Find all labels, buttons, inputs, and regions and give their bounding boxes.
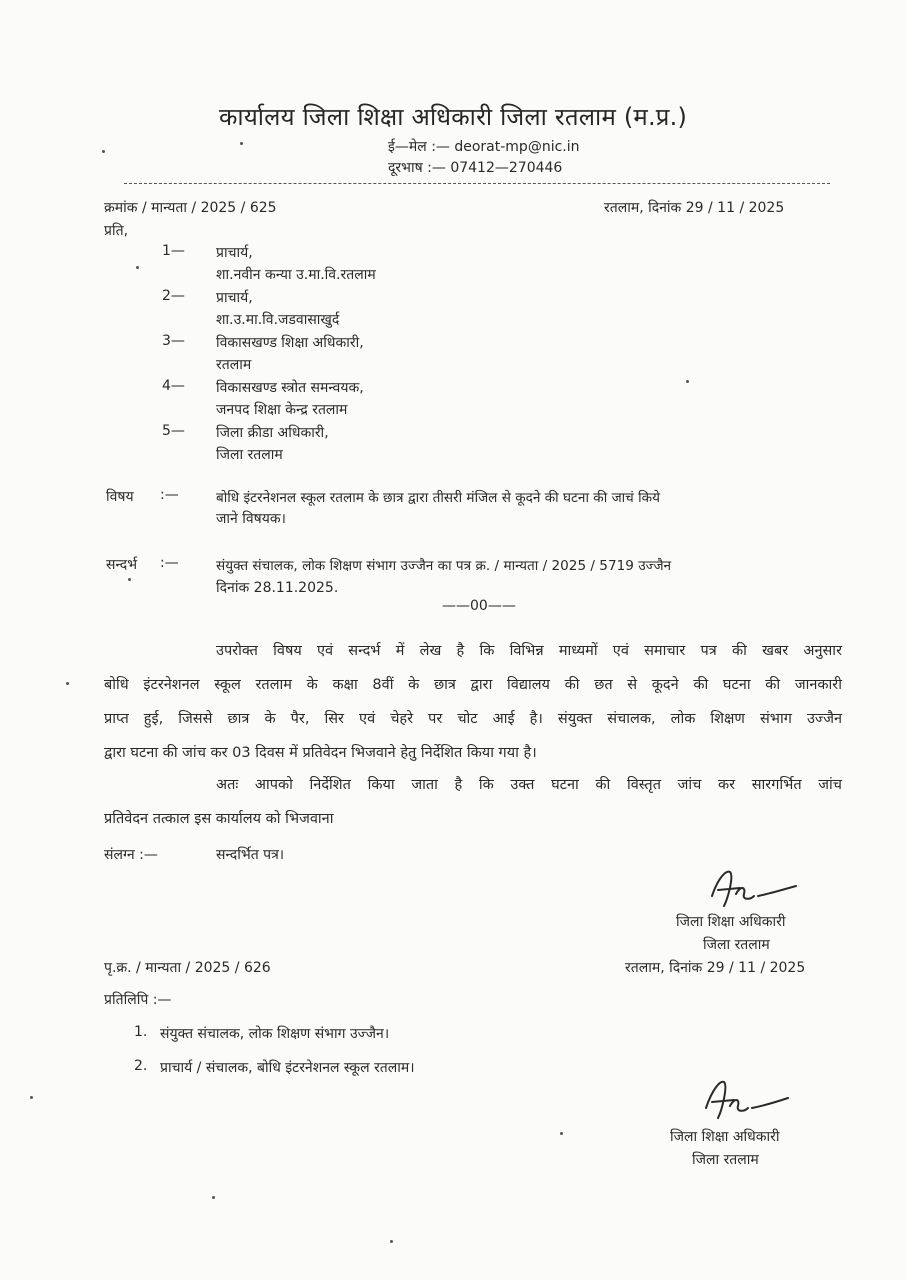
scan-speck [560,1132,563,1135]
scan-speck [212,1196,215,1199]
office-title: कार्यालय जिला शिक्षा अधिकारी जिला रतलाम (म.प्र.) [218,103,688,131]
reference-text: दिनांक 28.11.2025. [216,580,339,596]
recipient-line: शा.उ.मा.वि.जडवासाखुर्द [216,312,340,328]
copy-to-label: प्रतिलिपि :— [104,992,172,1008]
letter-ref-number: क्रमांक / मान्यता / 2025 / 625 [104,200,277,216]
subject-separator: :— [160,487,179,503]
paragraph-line: प्राप्त हुई, जिससे छात्र के पैर, सिर एवं चेहरे पर चोट आई है। संयुक्त संचालक, लोक शिक्षण संभाग उज्जैन [104,711,842,727]
header-divider [124,183,830,184]
recipient-line: विकासखण्ड स्त्रोत समन्वयक, [216,380,364,396]
recipient-line: प्राचार्य, [216,245,253,261]
to-label: प्रति, [104,223,129,239]
scan-speck [102,150,105,153]
signature-mark [700,1078,796,1124]
recipient-number: 3— [162,333,185,349]
phone-line: दूरभाष :— 07412—270446 [388,160,563,176]
reference-separator: :— [160,555,179,571]
subject-label: विषय [106,489,134,505]
recipient-line: प्राचार्य, [216,290,253,306]
signature-mark [706,868,802,912]
enclosure-value: सन्दर्भित पत्र। [216,847,285,863]
scan-speck [686,380,689,383]
recipient-number: 4— [162,378,185,394]
copy-recipient: प्राचार्य / संचालक, बोधि इंटरनेशनल स्कूल रतलाम। [160,1060,415,1076]
paragraph-line: उपरोक्त विषय एवं सन्दर्भ में लेख है कि विभिन्न माध्यमों एवं समाचार पत्र की खबर अनुसार [216,643,842,659]
copy-number: 1. [134,1024,148,1040]
signatory-district: जिला रतलाम [692,1152,759,1168]
paragraph-line: अतः आपको निर्देशित किया जाता है कि उक्त घटना की विस्तृत जांच कर सारगर्भित जांच [216,777,842,793]
scan-speck [136,266,139,269]
scan-speck [30,1096,33,1099]
endorsement-ref-number: पृ.क्र. / मान्यता / 2025 / 626 [104,960,271,976]
subject-text: बोधि इंटरनेशनल स्कूल रतलाम के छात्र द्वारा तीसरी मंजिल से कूदने की घटना की जाचं किये [216,490,660,506]
email-line: ई—मेल :— deorat-mp@nic.in [388,139,580,155]
signatory-district: जिला रतलाम [703,937,770,953]
recipient-number: 1— [162,243,185,259]
enclosure-label: संलग्न :— [104,847,158,863]
recipient-line: जनपद शिक्षा केन्द्र रतलाम [216,402,348,418]
body-paragraph-2 [104,768,842,836]
section-divider: ——00—— [442,598,516,614]
reference-text: संयुक्त संचालक, लोक शिक्षण संभाग उज्जैन का पत्र क्र. / मान्यता / 2025 / 5719 उज्जैन [216,558,672,574]
recipient-line: शा.नवीन कन्या उ.मा.वि.रतलाम [216,267,376,283]
signatory-designation: जिला शिक्षा अधिकारी [670,1129,780,1145]
recipient-line: विकासखण्ड शिक्षा अधिकारी, [216,335,364,351]
scan-speck [66,682,69,685]
reference-label: सन्दर्भ [106,557,138,573]
recipient-line: जिला रतलाम [216,447,283,463]
scan-speck [390,1240,393,1243]
signatory-designation: जिला शिक्षा अधिकारी [676,914,786,930]
paragraph-line: प्रतिवेदन तत्काल इस कार्यालय को भिजवाना [104,811,334,827]
paragraph-line: द्वारा घटना की जांच कर 03 दिवस में प्रतिवेदन भिजवाने हेतु निर्देशित किया गया है। [104,745,537,761]
copy-number: 2. [134,1058,148,1074]
scan-speck [128,578,131,581]
recipient-number: 2— [162,288,185,304]
subject-text: जाने विषयक। [216,511,286,527]
paragraph-line: बोधि इंटरनेशनल स्कूल रतलाम के कक्षा 8वीं के छात्र द्वारा विद्यालय की छत से कूदने की घटना की जानकारी [104,677,842,693]
copy-recipient: संयुक्त संचालक, लोक शिक्षण संभाग उज्जैन। [160,1026,390,1042]
recipient-line: जिला क्रीडा अधिकारी, [216,425,329,441]
recipient-number: 5— [162,423,185,439]
body-paragraph-1 [104,634,842,770]
endorsement-place-date: रतलाम, दिनांक 29 / 11 / 2025 [625,960,806,976]
scan-speck [240,142,243,145]
letter-place-date: रतलाम, दिनांक 29 / 11 / 2025 [604,200,785,216]
recipient-line: रतलाम [216,357,252,373]
